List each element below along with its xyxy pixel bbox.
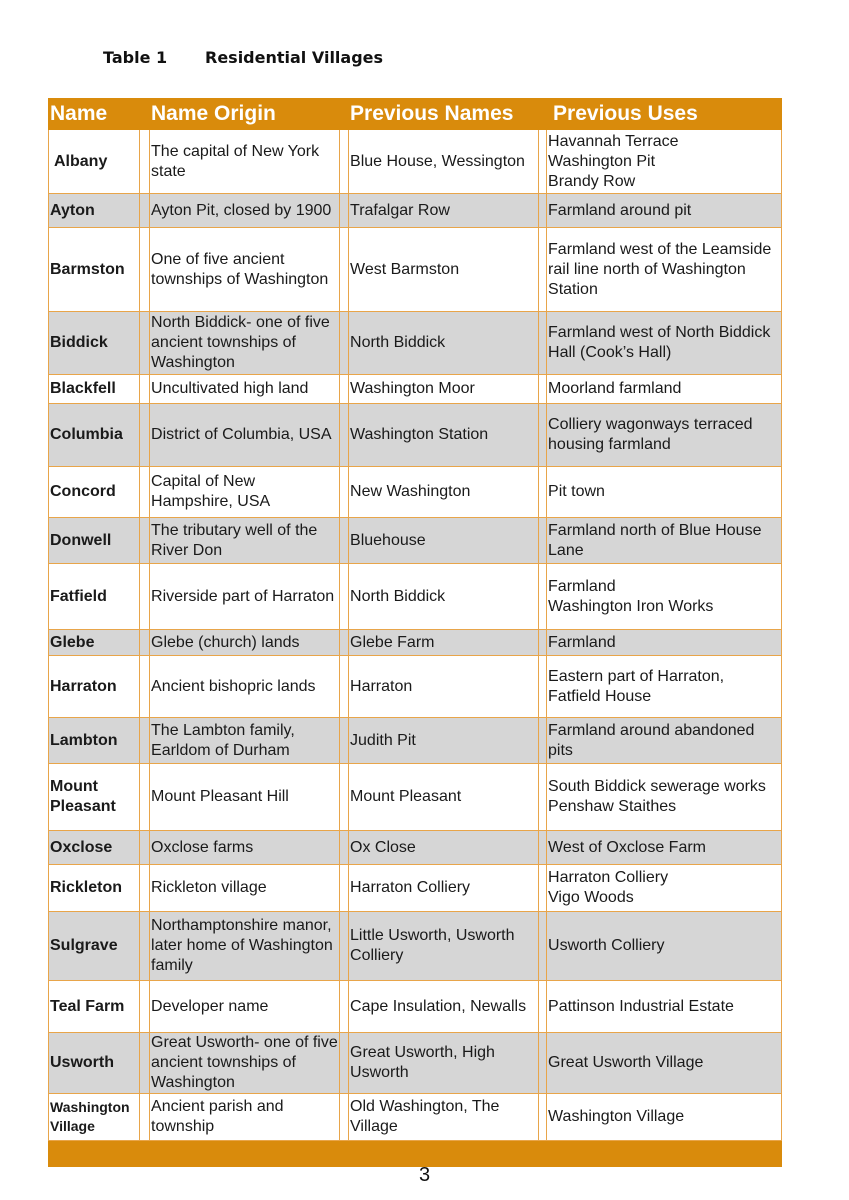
previous-uses-cell: Moorland farmland — [547, 375, 782, 404]
column-gap — [539, 865, 547, 912]
column-gap — [340, 630, 349, 656]
column-gap — [140, 130, 150, 194]
column-gap — [539, 764, 547, 831]
name-origin-cell: Rickleton village — [150, 865, 340, 912]
table-row — [49, 764, 782, 831]
column-gap — [140, 865, 150, 912]
village-name-cell: Washington Village — [49, 1094, 140, 1141]
column-gap — [140, 1033, 150, 1094]
village-name-cell: Mount Pleasant — [49, 764, 140, 831]
village-name-cell: Donwell — [49, 518, 140, 564]
column-gap — [140, 375, 150, 404]
previous-names-cell: Blue House, Wessington — [349, 130, 539, 194]
column-gap — [539, 656, 547, 718]
column-gap — [140, 404, 150, 467]
column-gap — [140, 312, 150, 375]
column-gap — [340, 656, 349, 718]
column-gap — [539, 404, 547, 467]
previous-names-cell: Harraton — [349, 656, 539, 718]
column-gap — [539, 467, 547, 518]
column-gap — [340, 1094, 349, 1141]
column-gap — [539, 375, 547, 404]
previous-names-cell: North Biddick — [349, 312, 539, 375]
previous-names-cell: Judith Pit — [349, 718, 539, 764]
previous-uses-cell: Colliery wagonways terraced housing farmland — [547, 404, 782, 467]
village-name-cell: Teal Farm — [49, 981, 140, 1033]
table-row — [49, 467, 782, 518]
table-row — [49, 194, 782, 228]
column-header-previous-uses: Previous Uses — [547, 99, 782, 130]
column-gap — [340, 467, 349, 518]
name-origin-cell: Uncultivated high land — [150, 375, 340, 404]
column-gap — [340, 718, 349, 764]
village-name-cell: Rickleton — [49, 865, 140, 912]
table-row — [49, 718, 782, 764]
column-gap — [539, 912, 547, 981]
village-name-cell: Columbia — [49, 404, 140, 467]
name-origin-cell: Ancient parish and township — [150, 1094, 340, 1141]
village-name-cell: Fatfield — [49, 564, 140, 630]
column-gap — [539, 718, 547, 764]
previous-names-cell: North Biddick — [349, 564, 539, 630]
previous-uses-cell: South Biddick sewerage works Penshaw Staithes — [547, 764, 782, 831]
column-gap — [340, 865, 349, 912]
previous-uses-cell: Farmland west of the Leamside rail line north of Washington Station — [547, 228, 782, 312]
page-number: 3 — [418, 1164, 431, 1186]
previous-names-cell: Washington Moor — [349, 375, 539, 404]
column-gap — [140, 630, 150, 656]
column-gap — [340, 312, 349, 375]
previous-names-cell: Great Usworth, High Usworth — [349, 1033, 539, 1094]
table-row — [49, 130, 782, 194]
table-row — [49, 564, 782, 630]
column-gap — [539, 228, 547, 312]
column-gap — [140, 912, 150, 981]
column-gap — [539, 312, 547, 375]
table-row — [49, 404, 782, 467]
previous-names-cell: Ox Close — [349, 831, 539, 865]
previous-names-cell: Trafalgar Row — [349, 194, 539, 228]
table-header-row — [49, 99, 782, 130]
previous-names-cell: Old Washington, The Village — [349, 1094, 539, 1141]
previous-uses-cell: Eastern part of Harraton, Fatfield House — [547, 656, 782, 718]
table-row — [49, 518, 782, 564]
table-row — [49, 656, 782, 718]
column-gap — [140, 1094, 150, 1141]
column-gap — [140, 518, 150, 564]
previous-names-cell: Little Usworth, Usworth Colliery — [349, 912, 539, 981]
previous-names-cell: West Barmston — [349, 228, 539, 312]
previous-uses-cell: Pattinson Industrial Estate — [547, 981, 782, 1033]
table-row — [49, 228, 782, 312]
column-gap — [539, 1094, 547, 1141]
table-body — [49, 130, 782, 1141]
previous-names-cell: Bluehouse — [349, 518, 539, 564]
previous-names-cell: New Washington — [349, 467, 539, 518]
previous-uses-cell: Washington Village — [547, 1094, 782, 1141]
name-origin-cell: North Biddick- one of five ancient townships of Washington — [150, 312, 340, 375]
residential-villages-table — [48, 98, 782, 1167]
column-gap — [539, 564, 547, 630]
name-origin-cell: The tributary well of the River Don — [150, 518, 340, 564]
table-caption — [103, 48, 383, 67]
previous-uses-cell: West of Oxclose Farm — [547, 831, 782, 865]
column-gap — [340, 404, 349, 467]
column-gap — [539, 831, 547, 865]
table-row — [49, 831, 782, 865]
name-origin-cell: Riverside part of Harraton — [150, 564, 340, 630]
column-gap — [340, 981, 349, 1033]
table-row — [49, 912, 782, 981]
column-gap — [340, 130, 349, 194]
name-origin-cell: The capital of New York state — [150, 130, 340, 194]
previous-uses-cell: Farmland north of Blue House Lane — [547, 518, 782, 564]
column-gap — [539, 130, 547, 194]
name-origin-cell: The Lambton family, Earldom of Durham — [150, 718, 340, 764]
column-header-name-origin: Name Origin — [150, 99, 349, 130]
column-gap — [539, 518, 547, 564]
village-name-cell: Albany — [49, 130, 140, 194]
column-gap — [340, 912, 349, 981]
name-origin-cell: Ayton Pit, closed by 1900 — [150, 194, 340, 228]
name-origin-cell: Capital of New Hampshire, USA — [150, 467, 340, 518]
column-gap — [340, 375, 349, 404]
previous-names-cell: Harraton Colliery — [349, 865, 539, 912]
column-gap — [340, 831, 349, 865]
name-origin-cell: Oxclose farms — [150, 831, 340, 865]
previous-names-cell: Glebe Farm — [349, 630, 539, 656]
column-gap — [140, 831, 150, 865]
previous-uses-cell: Farmland around abandoned pits — [547, 718, 782, 764]
table-row — [49, 981, 782, 1033]
village-name-cell: Usworth — [49, 1033, 140, 1094]
village-name-cell: Ayton — [49, 194, 140, 228]
name-origin-cell: Glebe (church) lands — [150, 630, 340, 656]
column-gap — [539, 981, 547, 1033]
column-gap — [340, 764, 349, 831]
village-name-cell: Oxclose — [49, 831, 140, 865]
previous-uses-cell: Farmland — [547, 630, 782, 656]
previous-uses-cell: Pit town — [547, 467, 782, 518]
column-header-previous-names: Previous Names — [349, 99, 547, 130]
previous-uses-cell: Farmland Washington Iron Works — [547, 564, 782, 630]
table-row — [49, 865, 782, 912]
column-gap — [340, 518, 349, 564]
name-origin-cell: District of Columbia, USA — [150, 404, 340, 467]
table-caption-label: Table 1 — [103, 48, 168, 67]
previous-uses-cell: Havannah Terrace Washington Pit Brandy Row — [547, 130, 782, 194]
previous-uses-cell: Farmland west of North Biddick Hall (Cook’s Hall) — [547, 312, 782, 375]
column-gap — [140, 656, 150, 718]
previous-names-cell: Cape Insulation, Newalls — [349, 981, 539, 1033]
table-row — [49, 1033, 782, 1094]
village-name-cell: Barmston — [49, 228, 140, 312]
name-origin-cell: Great Usworth- one of five ancient townships of Washington — [150, 1033, 340, 1094]
table-row — [49, 375, 782, 404]
table-row — [49, 312, 782, 375]
column-gap — [140, 764, 150, 831]
village-name-cell: Biddick — [49, 312, 140, 375]
column-gap — [140, 467, 150, 518]
village-name-cell: Lambton — [49, 718, 140, 764]
name-origin-cell: Mount Pleasant Hill — [150, 764, 340, 831]
village-name-cell: Harraton — [49, 656, 140, 718]
name-origin-cell: Developer name — [150, 981, 340, 1033]
column-gap — [340, 194, 349, 228]
village-name-cell: Sulgrave — [49, 912, 140, 981]
column-gap — [140, 564, 150, 630]
previous-uses-cell: Great Usworth Village — [547, 1033, 782, 1094]
column-gap — [340, 1033, 349, 1094]
table-row — [49, 630, 782, 656]
column-gap — [539, 630, 547, 656]
village-name-cell: Blackfell — [49, 375, 140, 404]
column-gap — [539, 1033, 547, 1094]
column-gap — [539, 194, 547, 228]
name-origin-cell: One of five ancient townships of Washington — [150, 228, 340, 312]
column-gap — [340, 564, 349, 630]
table-row — [49, 1094, 782, 1141]
village-name-cell: Concord — [49, 467, 140, 518]
previous-uses-cell: Farmland around pit — [547, 194, 782, 228]
column-gap — [140, 228, 150, 312]
table-caption-title: Residential Villages — [205, 48, 384, 67]
column-gap — [140, 981, 150, 1033]
column-gap — [140, 718, 150, 764]
village-name-cell: Glebe — [49, 630, 140, 656]
table-footer-bar — [49, 1141, 782, 1167]
name-origin-cell: Ancient bishopric lands — [150, 656, 340, 718]
previous-uses-cell: Usworth Colliery — [547, 912, 782, 981]
previous-names-cell: Mount Pleasant — [349, 764, 539, 831]
column-gap — [140, 194, 150, 228]
previous-uses-cell: Harraton Colliery Vigo Woods — [547, 865, 782, 912]
column-header-name: Name — [49, 99, 150, 130]
previous-names-cell: Washington Station — [349, 404, 539, 467]
name-origin-cell: Northamptonshire manor, later home of Washington family — [150, 912, 340, 981]
column-gap — [340, 228, 349, 312]
